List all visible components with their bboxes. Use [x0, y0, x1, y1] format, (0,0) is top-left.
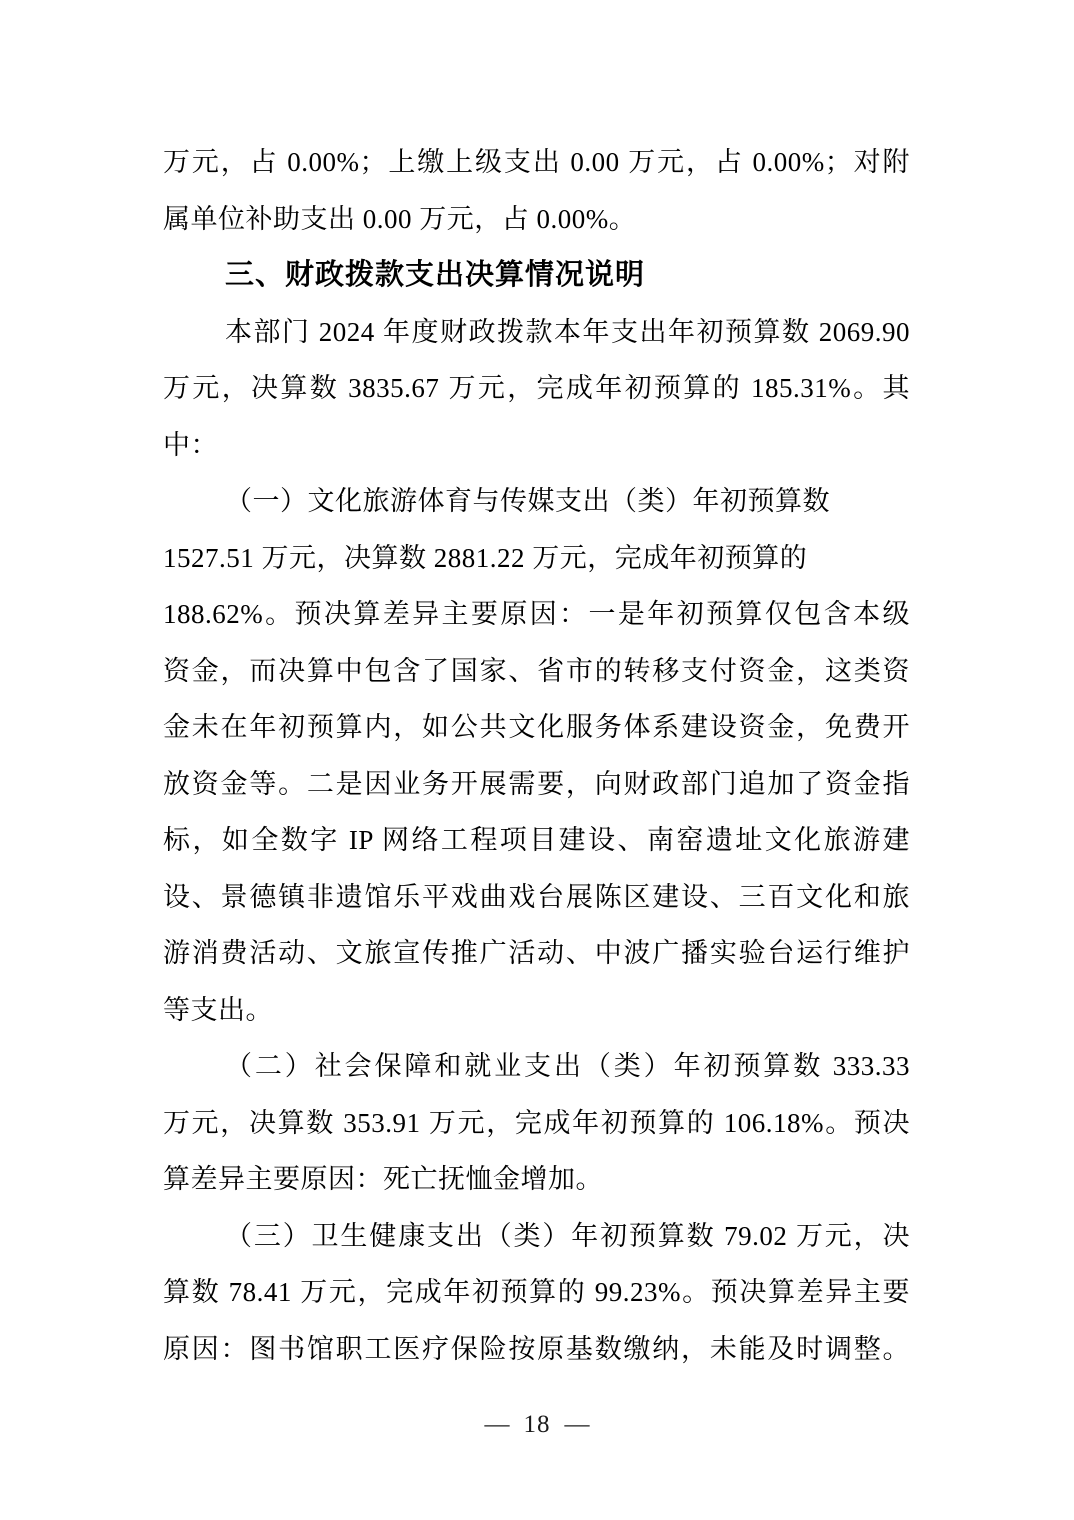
text-line: 游消费活动、文旅宣传推广活动、中波广播实验台运行维护	[163, 938, 910, 968]
text-line: 资金，而决算中包含了国家、省市的转移支付资金，这类资	[163, 655, 910, 686]
text-line: 等支出。	[163, 994, 273, 1025]
text-line: 本部门 2024 年度财政拨款本年支出年初预算数 2069.90	[225, 316, 910, 347]
text-line: 万元，决算数 353.91 万元，完成年初预算的 106.18%。预决	[163, 1107, 910, 1138]
text-line: 属单位补助支出 0.00 万元，占 0.00%。	[163, 203, 637, 234]
text-line: （三）卫生健康支出（类）年初预算数 79.02 万元，决	[225, 1220, 910, 1251]
text-line: 算差异主要原因：死亡抚恤金增加。	[163, 1164, 603, 1194]
text-line: （一）文化旅游体育与传媒支出（类）年初预算数	[225, 486, 830, 516]
text-line: 标，如全数字 IP 网络工程项目建设、南窑遗址文化旅游建	[163, 825, 910, 855]
text-line: 188.62%。预决算差异主要原因：一是年初预算仅包含本级	[163, 599, 910, 629]
section-heading: 三、财政拨款支出决算情况说明	[225, 259, 646, 291]
text-line: 原因：图书馆职工医疗保险按原基数缴纳，未能及时调整。	[163, 1333, 910, 1364]
text-line: （二）社会保障和就业支出（类）年初预算数 333.33	[225, 1051, 910, 1081]
text-line: 设、景德镇非遗馆乐平戏曲戏台展陈区建设、三百文化和旅	[163, 881, 910, 912]
document-body	[163, 134, 910, 1377]
text-line: 1527.51 万元，决算数 2881.22 万元，完成年初预算的	[163, 542, 808, 573]
text-line: 放资金等。二是因业务开展需要，向财政部门追加了资金指	[163, 768, 910, 799]
footer-dash-left: —	[484, 1411, 510, 1438]
page-footer	[0, 1408, 1074, 1442]
footer-dash-right: —	[564, 1411, 590, 1438]
text-line: 万元，占 0.00%；上缴上级支出 0.00 万元，占 0.00%；对附	[163, 147, 910, 177]
text-line: 算数 78.41 万元，完成年初预算的 99.23%。预决算差异主要	[163, 1277, 910, 1307]
text-line: 金未在年初预算内，如公共文化服务体系建设资金，免费开	[163, 712, 910, 742]
page-number: 18	[523, 1411, 551, 1438]
text-line: 中：	[163, 429, 218, 460]
text-line: 万元，决算数 3835.67 万元，完成年初预算的 185.31%。其	[163, 373, 910, 403]
